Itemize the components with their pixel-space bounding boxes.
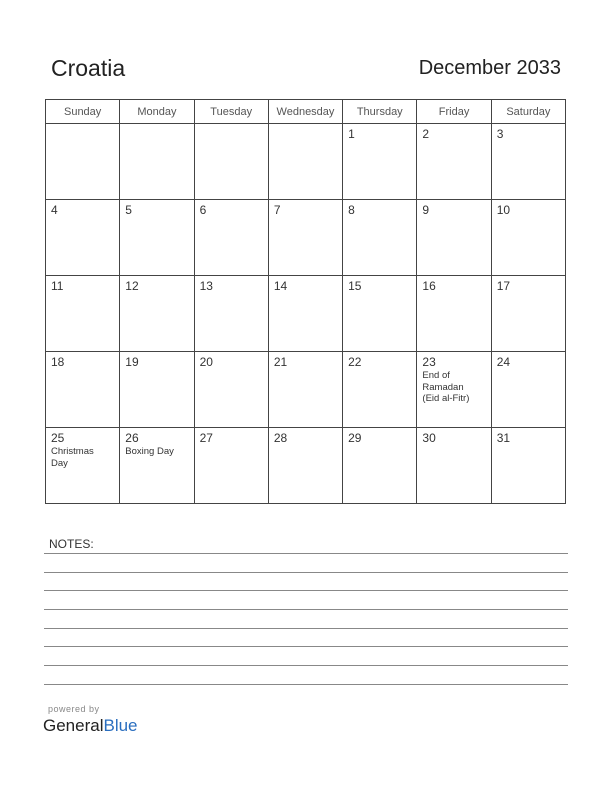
day-cell	[417, 352, 491, 428]
day-cell	[417, 124, 491, 200]
week-row	[46, 428, 566, 504]
day-number: 18	[51, 355, 65, 369]
day-cell	[120, 428, 194, 504]
weekday-header: Friday	[417, 100, 491, 124]
day-number: 5	[125, 203, 132, 217]
day-cell	[268, 276, 342, 352]
day-number: 22	[348, 355, 362, 369]
day-cell	[491, 428, 565, 504]
powered-by-text: powered by	[48, 704, 100, 714]
day-cell	[268, 428, 342, 504]
country-title: Croatia	[51, 55, 126, 81]
day-number: 25	[51, 431, 65, 445]
day-number: 7	[273, 203, 281, 217]
day-cell	[194, 276, 268, 352]
day-cell	[343, 352, 417, 428]
brand-general-text: General	[43, 716, 104, 735]
day-number: 20	[199, 355, 213, 369]
week-row	[46, 276, 566, 352]
weekday-header: Sunday	[46, 100, 120, 124]
day-cell	[120, 276, 194, 352]
day-number: 24	[496, 355, 511, 369]
generalblue-logo	[43, 716, 138, 736]
day-cell	[343, 428, 417, 504]
day-number: 30	[422, 431, 436, 445]
day-cell	[343, 200, 417, 276]
day-number: 12	[125, 279, 139, 293]
holiday-label: Boxing Day	[125, 446, 174, 457]
day-number: 31	[496, 431, 511, 445]
week-row	[46, 124, 566, 200]
weekday-header: Wednesday	[268, 100, 342, 124]
day-cell	[343, 276, 417, 352]
day-number: 9	[422, 203, 430, 217]
day-cell	[491, 124, 565, 200]
note-line	[44, 590, 568, 591]
weekday-header: Tuesday	[194, 100, 268, 124]
day-cell	[194, 200, 268, 276]
note-line	[44, 684, 568, 685]
day-number: 19	[125, 355, 139, 369]
day-number: 26	[125, 431, 139, 445]
day-number: 6	[199, 203, 207, 217]
month-year-title: December 2033	[418, 57, 561, 79]
week-row	[46, 352, 566, 428]
day-cell	[343, 124, 417, 200]
day-cell	[417, 200, 491, 276]
day-number: 4	[51, 203, 58, 217]
day-cell	[268, 352, 342, 428]
day-cell	[194, 428, 268, 504]
weekday-header: Saturday	[491, 100, 565, 124]
day-cell	[46, 124, 120, 200]
weekday-header: Monday	[120, 100, 194, 124]
week-row	[46, 200, 566, 276]
day-cell	[268, 124, 342, 200]
holiday-label: End of Ramadan (Eid al-Fitr)	[422, 370, 470, 404]
day-number: 21	[273, 355, 288, 369]
day-cell	[46, 352, 120, 428]
day-number: 16	[422, 279, 436, 293]
day-number: 13	[199, 279, 213, 293]
day-number: 3	[496, 127, 504, 141]
holiday-label: Christmas Day	[51, 446, 94, 469]
day-cell	[120, 124, 194, 200]
day-number: 29	[348, 431, 362, 445]
calendar-grid	[45, 99, 566, 504]
day-cell	[120, 352, 194, 428]
day-cell	[491, 276, 565, 352]
day-number: 27	[199, 431, 213, 445]
note-line	[44, 553, 568, 554]
day-number: 10	[496, 203, 511, 217]
note-line	[44, 609, 568, 610]
note-line	[44, 572, 568, 573]
day-number: 15	[348, 279, 362, 293]
day-number: 23	[422, 355, 436, 369]
brand-blue-text: Blue	[103, 716, 138, 735]
day-number: 11	[51, 279, 64, 293]
day-cell	[46, 276, 120, 352]
day-cell	[268, 200, 342, 276]
day-number: 28	[273, 431, 288, 445]
day-number: 14	[273, 279, 288, 293]
day-cell	[194, 124, 268, 200]
day-number: 1	[348, 127, 355, 141]
weekday-header-row	[46, 100, 566, 124]
day-cell	[491, 352, 565, 428]
note-line	[44, 665, 568, 666]
day-cell	[194, 352, 268, 428]
day-number: 8	[348, 203, 355, 217]
day-cell	[417, 428, 491, 504]
day-number: 2	[422, 127, 430, 141]
day-cell	[46, 200, 120, 276]
note-line	[44, 646, 568, 647]
day-cell	[46, 428, 120, 504]
day-cell	[120, 200, 194, 276]
notes-label: NOTES:	[49, 537, 94, 551]
day-cell	[491, 200, 565, 276]
note-line	[44, 628, 568, 629]
day-number: 17	[496, 279, 511, 293]
weekday-header: Thursday	[343, 100, 417, 124]
day-cell	[417, 276, 491, 352]
